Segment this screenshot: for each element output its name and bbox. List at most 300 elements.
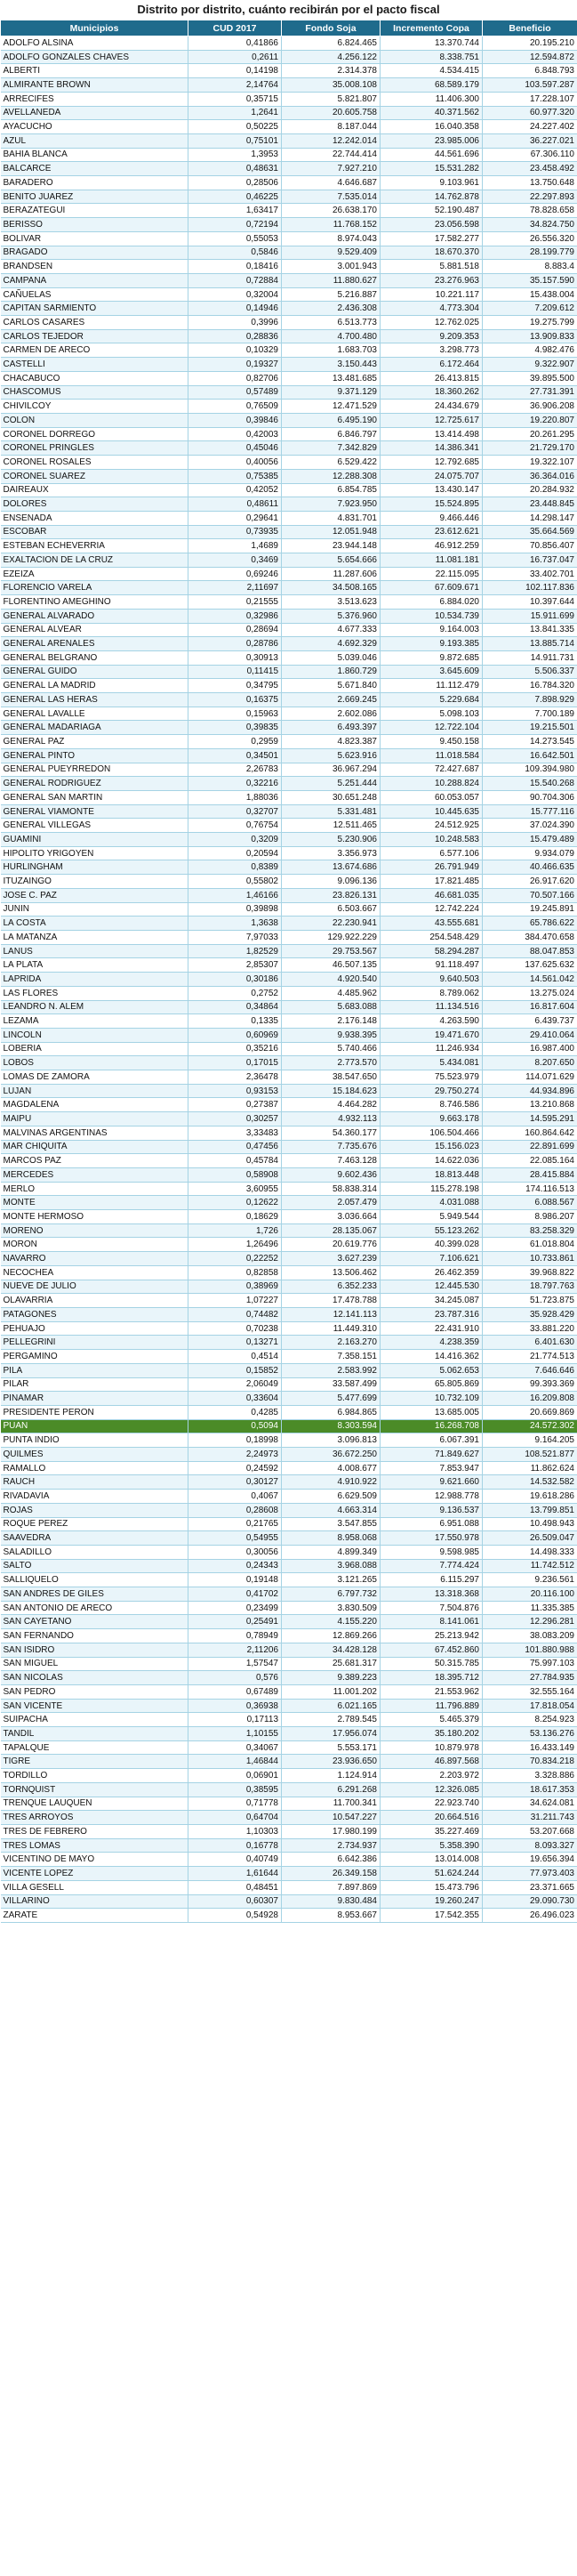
municipio-cell: MORON xyxy=(1,1238,188,1252)
municipio-cell: BENITO JUAREZ xyxy=(1,190,188,204)
cud-cell: 0,4514 xyxy=(188,1350,282,1364)
fondo-soja-cell: 2.163.270 xyxy=(282,1336,381,1350)
municipio-cell: CHACABUCO xyxy=(1,371,188,385)
municipio-cell: PINAMAR xyxy=(1,1392,188,1406)
fondo-soja-cell: 4.692.329 xyxy=(282,637,381,651)
fondo-soja-cell: 5.039.046 xyxy=(282,650,381,665)
beneficio-cell: 13.210.868 xyxy=(483,1098,577,1112)
fondo-soja-cell: 2.602.086 xyxy=(282,707,381,721)
cud-cell: 0,33604 xyxy=(188,1392,282,1406)
incremento-copa-cell: 6.884.020 xyxy=(381,595,483,610)
municipio-cell: JUNIN xyxy=(1,902,188,917)
municipio-cell: GENERAL ALVARADO xyxy=(1,609,188,623)
municipio-cell: GENERAL LAVALLE xyxy=(1,707,188,721)
municipio-cell: QUILMES xyxy=(1,1448,188,1462)
municipio-cell: GENERAL VILLEGAS xyxy=(1,819,188,833)
beneficio-cell: 14.595.291 xyxy=(483,1112,577,1126)
municipio-cell: TAPALQUE xyxy=(1,1740,188,1755)
cud-cell: 0,41866 xyxy=(188,36,282,51)
beneficio-cell: 12.594.872 xyxy=(483,50,577,64)
incremento-copa-cell: 26.791.949 xyxy=(381,860,483,875)
fondo-soja-cell: 6.291.268 xyxy=(282,1782,381,1797)
table-row xyxy=(1,176,577,190)
beneficio-cell: 11.335.385 xyxy=(483,1601,577,1615)
fondo-soja-cell: 7.358.151 xyxy=(282,1350,381,1364)
municipio-cell: LEZAMA xyxy=(1,1014,188,1029)
beneficio-cell: 17.818.054 xyxy=(483,1699,577,1713)
cud-cell: 0,32707 xyxy=(188,804,282,819)
pacto-fiscal-table xyxy=(0,20,577,1923)
cud-cell: 0,54928 xyxy=(188,1909,282,1923)
cud-cell: 0,72884 xyxy=(188,273,282,287)
beneficio-cell: 88.047.853 xyxy=(483,944,577,958)
cud-cell: 0,28608 xyxy=(188,1503,282,1517)
fondo-soja-cell: 8.187.044 xyxy=(282,120,381,134)
cud-cell: 1,46166 xyxy=(188,888,282,902)
table-row xyxy=(1,679,577,693)
fondo-soja-cell: 5.230.906 xyxy=(282,833,381,847)
fondo-soja-cell: 34.508.165 xyxy=(282,581,381,595)
incremento-copa-cell: 18.670.370 xyxy=(381,246,483,260)
incremento-copa-cell: 15.524.895 xyxy=(381,497,483,512)
fondo-soja-cell: 5.740.466 xyxy=(282,1042,381,1056)
cud-cell: 0,24592 xyxy=(188,1461,282,1475)
beneficio-cell: 10.733.861 xyxy=(483,1252,577,1266)
table-row xyxy=(1,1853,577,1867)
incremento-copa-cell: 5.465.379 xyxy=(381,1713,483,1727)
beneficio-cell: 15.438.004 xyxy=(483,287,577,302)
municipio-cell: MERLO xyxy=(1,1182,188,1196)
beneficio-cell: 8.093.327 xyxy=(483,1838,577,1853)
table-row xyxy=(1,1769,577,1783)
fondo-soja-cell: 7.735.676 xyxy=(282,1140,381,1154)
beneficio-cell: 384.470.658 xyxy=(483,931,577,945)
table-row xyxy=(1,1629,577,1643)
cud-cell: 1,63417 xyxy=(188,204,282,218)
beneficio-cell: 77.973.403 xyxy=(483,1867,577,1881)
fondo-soja-cell: 5.821.807 xyxy=(282,92,381,106)
beneficio-cell: 6.439.737 xyxy=(483,1014,577,1029)
cud-cell: 0,34067 xyxy=(188,1740,282,1755)
beneficio-cell: 35.664.569 xyxy=(483,525,577,539)
cud-cell: 7,97033 xyxy=(188,931,282,945)
municipio-cell: MONTE HERMOSO xyxy=(1,1210,188,1224)
beneficio-cell: 61.018.804 xyxy=(483,1238,577,1252)
cud-cell: 0,71778 xyxy=(188,1797,282,1811)
header-municipios: Municipios xyxy=(1,20,188,36)
table-row xyxy=(1,1699,577,1713)
beneficio-cell: 19.618.286 xyxy=(483,1490,577,1504)
table-row xyxy=(1,385,577,400)
beneficio-cell: 15.540.268 xyxy=(483,777,577,791)
beneficio-cell: 23.458.492 xyxy=(483,162,577,176)
fondo-soja-cell: 23.944.148 xyxy=(282,539,381,553)
cud-cell: 0,55053 xyxy=(188,231,282,246)
beneficio-cell: 28.415.884 xyxy=(483,1167,577,1182)
table-row xyxy=(1,1265,577,1280)
incremento-copa-cell: 22.431.910 xyxy=(381,1321,483,1336)
cud-cell: 0,41702 xyxy=(188,1587,282,1602)
beneficio-cell: 19.245.891 xyxy=(483,902,577,917)
cud-cell: 2,36478 xyxy=(188,1070,282,1085)
incremento-copa-cell: 5.098.103 xyxy=(381,707,483,721)
fondo-soja-cell: 4.663.314 xyxy=(282,1503,381,1517)
cud-cell: 0,5094 xyxy=(188,1419,282,1433)
cud-cell: 0,2611 xyxy=(188,50,282,64)
incremento-copa-cell: 60.053.057 xyxy=(381,790,483,804)
table-row xyxy=(1,986,577,1000)
fondo-soja-cell: 6.529.422 xyxy=(282,456,381,470)
incremento-copa-cell: 67.452.860 xyxy=(381,1643,483,1657)
incremento-copa-cell: 52.190.487 xyxy=(381,204,483,218)
incremento-copa-cell: 18.395.712 xyxy=(381,1671,483,1685)
municipio-cell: PILAR xyxy=(1,1377,188,1392)
cud-cell: 0,17113 xyxy=(188,1713,282,1727)
fondo-soja-cell: 4.677.333 xyxy=(282,623,381,637)
municipio-cell: MARCOS PAZ xyxy=(1,1154,188,1168)
fondo-soja-cell: 3.830.509 xyxy=(282,1601,381,1615)
table-row xyxy=(1,1280,577,1294)
fondo-soja-cell: 5.654.666 xyxy=(282,553,381,568)
incremento-copa-cell: 6.577.106 xyxy=(381,846,483,860)
fondo-soja-cell: 34.428.128 xyxy=(282,1643,381,1657)
municipio-cell: CASTELLI xyxy=(1,358,188,372)
beneficio-cell: 101.880.988 xyxy=(483,1643,577,1657)
beneficio-cell: 14.273.545 xyxy=(483,735,577,749)
municipio-cell: MAR CHIQUITA xyxy=(1,1140,188,1154)
table-row xyxy=(1,1182,577,1196)
beneficio-cell: 14.561.042 xyxy=(483,973,577,987)
fondo-soja-cell: 20.619.776 xyxy=(282,1238,381,1252)
incremento-copa-cell: 5.434.081 xyxy=(381,1056,483,1070)
table-row xyxy=(1,1126,577,1140)
fondo-soja-cell: 17.980.199 xyxy=(282,1825,381,1839)
incremento-copa-cell: 35.227.469 xyxy=(381,1825,483,1839)
beneficio-cell: 10.397.644 xyxy=(483,595,577,610)
beneficio-cell: 7.700.189 xyxy=(483,707,577,721)
municipio-cell: LUJAN xyxy=(1,1084,188,1098)
incremento-copa-cell: 11.406.300 xyxy=(381,92,483,106)
municipio-cell: GENERAL ALVEAR xyxy=(1,623,188,637)
beneficio-cell: 12.296.281 xyxy=(483,1615,577,1629)
municipio-cell: SALADILLO xyxy=(1,1545,188,1559)
incremento-copa-cell: 10.732.109 xyxy=(381,1392,483,1406)
beneficio-cell: 18.617.353 xyxy=(483,1782,577,1797)
table-row xyxy=(1,1559,577,1573)
fondo-soja-cell: 33.587.499 xyxy=(282,1377,381,1392)
table-row xyxy=(1,735,577,749)
fondo-soja-cell: 5.477.699 xyxy=(282,1392,381,1406)
cud-cell: 1,26496 xyxy=(188,1238,282,1252)
table-row xyxy=(1,1140,577,1154)
beneficio-cell: 22.085.164 xyxy=(483,1154,577,1168)
fondo-soja-cell: 22.230.941 xyxy=(282,917,381,931)
cud-cell: 2,11206 xyxy=(188,1643,282,1657)
cud-cell: 0,15852 xyxy=(188,1363,282,1377)
incremento-copa-cell: 23.787.316 xyxy=(381,1307,483,1321)
beneficio-cell: 36.906.208 xyxy=(483,400,577,414)
beneficio-cell: 23.448.845 xyxy=(483,497,577,512)
fondo-soja-cell: 4.464.282 xyxy=(282,1098,381,1112)
table-row xyxy=(1,595,577,610)
cud-cell: 0,39846 xyxy=(188,413,282,427)
cud-cell: 0,30186 xyxy=(188,973,282,987)
incremento-copa-cell: 11.018.584 xyxy=(381,748,483,763)
incremento-copa-cell: 7.106.621 xyxy=(381,1252,483,1266)
table-row xyxy=(1,973,577,987)
incremento-copa-cell: 23.276.963 xyxy=(381,273,483,287)
table-row xyxy=(1,273,577,287)
incremento-copa-cell: 26.462.359 xyxy=(381,1265,483,1280)
cud-cell: 0,3209 xyxy=(188,833,282,847)
incremento-copa-cell: 11.081.181 xyxy=(381,553,483,568)
incremento-copa-cell: 68.589.179 xyxy=(381,78,483,93)
beneficio-cell: 32.555.164 xyxy=(483,1684,577,1699)
table-row xyxy=(1,1545,577,1559)
cud-cell: 0,76509 xyxy=(188,400,282,414)
beneficio-cell: 70.856.407 xyxy=(483,539,577,553)
table-row xyxy=(1,1894,577,1909)
cud-cell: 0,38595 xyxy=(188,1782,282,1797)
beneficio-cell: 14.298.147 xyxy=(483,511,577,525)
incremento-copa-cell: 46.897.568 xyxy=(381,1755,483,1769)
cud-cell: 0,22252 xyxy=(188,1252,282,1266)
municipio-cell: COLON xyxy=(1,413,188,427)
table-row xyxy=(1,1713,577,1727)
table-row xyxy=(1,1210,577,1224)
incremento-copa-cell: 6.067.391 xyxy=(381,1433,483,1448)
municipio-cell: LAS FLORES xyxy=(1,986,188,1000)
municipio-cell: ALMIRANTE BROWN xyxy=(1,78,188,93)
header-beneficio: Beneficio xyxy=(483,20,577,36)
cud-cell: 2,14764 xyxy=(188,78,282,93)
table-row xyxy=(1,1070,577,1085)
table-row xyxy=(1,917,577,931)
fondo-soja-cell: 6.021.165 xyxy=(282,1699,381,1713)
fondo-soja-cell: 2.734.937 xyxy=(282,1838,381,1853)
beneficio-cell: 102.117.836 xyxy=(483,581,577,595)
cud-cell: 0,4285 xyxy=(188,1405,282,1419)
cud-cell: 0,576 xyxy=(188,1671,282,1685)
beneficio-cell: 20.195.210 xyxy=(483,36,577,51)
beneficio-cell: 11.862.624 xyxy=(483,1461,577,1475)
municipio-cell: SAN VICENTE xyxy=(1,1699,188,1713)
fondo-soja-cell: 6.495.190 xyxy=(282,413,381,427)
municipio-cell: TRES DE FEBRERO xyxy=(1,1825,188,1839)
beneficio-cell: 83.258.329 xyxy=(483,1223,577,1238)
beneficio-cell: 38.083.209 xyxy=(483,1629,577,1643)
cud-cell: 0,60969 xyxy=(188,1028,282,1042)
beneficio-cell: 53.207.668 xyxy=(483,1825,577,1839)
municipio-cell: CORONEL DORREGO xyxy=(1,427,188,441)
beneficio-cell: 9.934.079 xyxy=(483,846,577,860)
cud-cell: 0,06901 xyxy=(188,1769,282,1783)
table-row xyxy=(1,246,577,260)
fondo-soja-cell: 23.936.650 xyxy=(282,1755,381,1769)
cud-cell: 0,14946 xyxy=(188,302,282,316)
beneficio-cell: 15.777.116 xyxy=(483,804,577,819)
municipio-cell: GUAMINI xyxy=(1,833,188,847)
incremento-copa-cell: 13.685.005 xyxy=(381,1405,483,1419)
cud-cell: 0,27387 xyxy=(188,1098,282,1112)
incremento-copa-cell: 23.985.006 xyxy=(381,133,483,148)
incremento-copa-cell: 13.414.498 xyxy=(381,427,483,441)
cud-cell: 0,25491 xyxy=(188,1615,282,1629)
table-row xyxy=(1,316,577,330)
municipio-cell: MAIPU xyxy=(1,1112,188,1126)
fondo-soja-cell: 5.671.840 xyxy=(282,679,381,693)
incremento-copa-cell: 58.294.287 xyxy=(381,944,483,958)
municipio-cell: GENERAL MADARIAGA xyxy=(1,721,188,735)
cud-cell: 0,55802 xyxy=(188,875,282,889)
cud-cell: 0,28506 xyxy=(188,176,282,190)
municipio-cell: LA MATANZA xyxy=(1,931,188,945)
cud-cell: 0,93153 xyxy=(188,1084,282,1098)
cud-cell: 0,82706 xyxy=(188,371,282,385)
municipio-cell: ITUZAINGO xyxy=(1,875,188,889)
cud-cell: 1,3638 xyxy=(188,917,282,931)
table-row xyxy=(1,902,577,917)
beneficio-cell: 39.968.822 xyxy=(483,1265,577,1280)
beneficio-cell: 37.024.390 xyxy=(483,819,577,833)
table-row xyxy=(1,1405,577,1419)
municipio-cell: LAPRIDA xyxy=(1,973,188,987)
table-row xyxy=(1,567,577,581)
municipio-cell: CORONEL SUAREZ xyxy=(1,469,188,483)
fondo-soja-cell: 9.529.409 xyxy=(282,246,381,260)
table-row xyxy=(1,790,577,804)
municipio-cell: CORONEL PRINGLES xyxy=(1,441,188,456)
table-row xyxy=(1,958,577,973)
cud-cell: 1,61644 xyxy=(188,1867,282,1881)
table-row xyxy=(1,1419,577,1433)
fondo-soja-cell: 7.463.128 xyxy=(282,1154,381,1168)
municipio-cell: GENERAL PINTO xyxy=(1,748,188,763)
table-row xyxy=(1,1587,577,1602)
municipio-cell: PUNTA INDIO xyxy=(1,1433,188,1448)
beneficio-cell: 15.911.699 xyxy=(483,609,577,623)
cud-cell: 0,8389 xyxy=(188,860,282,875)
municipio-cell: LEANDRO N. ALEM xyxy=(1,1000,188,1014)
incremento-copa-cell: 50.315.785 xyxy=(381,1657,483,1671)
municipio-cell: PELLEGRINI xyxy=(1,1336,188,1350)
cud-cell: 0,3469 xyxy=(188,553,282,568)
table-row xyxy=(1,106,577,120)
municipio-cell: FLORENCIO VARELA xyxy=(1,581,188,595)
table-row xyxy=(1,427,577,441)
municipio-cell: CARLOS CASARES xyxy=(1,316,188,330)
cud-cell: 0,11415 xyxy=(188,665,282,679)
table-row xyxy=(1,1350,577,1364)
municipio-cell: GENERAL SAN MARTIN xyxy=(1,790,188,804)
incremento-copa-cell: 13.014.008 xyxy=(381,1853,483,1867)
incremento-copa-cell: 25.213.942 xyxy=(381,1629,483,1643)
beneficio-cell: 9.164.205 xyxy=(483,1433,577,1448)
municipio-cell: NECOCHEA xyxy=(1,1265,188,1280)
incremento-copa-cell: 8.789.062 xyxy=(381,986,483,1000)
cud-cell: 1,46844 xyxy=(188,1755,282,1769)
incremento-copa-cell: 10.248.583 xyxy=(381,833,483,847)
municipio-cell: PEHUAJO xyxy=(1,1321,188,1336)
municipio-cell: GENERAL PAZ xyxy=(1,735,188,749)
table-row xyxy=(1,120,577,134)
cud-cell: 0,47456 xyxy=(188,1140,282,1154)
beneficio-cell: 40.466.635 xyxy=(483,860,577,875)
fondo-soja-cell: 3.001.943 xyxy=(282,260,381,274)
fondo-soja-cell: 4.155.220 xyxy=(282,1615,381,1629)
municipio-cell: SAN NICOLAS xyxy=(1,1671,188,1685)
beneficio-cell: 16.784.320 xyxy=(483,679,577,693)
cud-cell: 0,74482 xyxy=(188,1307,282,1321)
beneficio-cell: 103.597.287 xyxy=(483,78,577,93)
incremento-copa-cell: 9.466.446 xyxy=(381,511,483,525)
table-row xyxy=(1,804,577,819)
beneficio-cell: 35.928.429 xyxy=(483,1307,577,1321)
incremento-copa-cell: 3.645.609 xyxy=(381,665,483,679)
municipio-cell: DAIREAUX xyxy=(1,483,188,497)
table-row xyxy=(1,539,577,553)
municipio-cell: CARMEN DE ARECO xyxy=(1,343,188,358)
fondo-soja-cell: 23.826.131 xyxy=(282,888,381,902)
fondo-soja-cell: 46.507.135 xyxy=(282,958,381,973)
beneficio-cell: 27.731.391 xyxy=(483,385,577,400)
incremento-copa-cell: 29.750.274 xyxy=(381,1084,483,1098)
cud-cell: 0,18998 xyxy=(188,1433,282,1448)
cud-cell: 0,72194 xyxy=(188,218,282,232)
municipio-cell: SAN PEDRO xyxy=(1,1684,188,1699)
table-row xyxy=(1,329,577,343)
beneficio-cell: 16.737.047 xyxy=(483,553,577,568)
incremento-copa-cell: 15.473.796 xyxy=(381,1880,483,1894)
table-row xyxy=(1,1461,577,1475)
municipio-cell: GENERAL LAS HERAS xyxy=(1,693,188,707)
header-cud-2017: CUD 2017 xyxy=(188,20,282,36)
cud-cell: 0,10329 xyxy=(188,343,282,358)
municipio-cell: SAN MIGUEL xyxy=(1,1657,188,1671)
beneficio-cell: 16.987.400 xyxy=(483,1042,577,1056)
incremento-copa-cell: 6.115.297 xyxy=(381,1573,483,1587)
fondo-soja-cell: 3.547.855 xyxy=(282,1517,381,1531)
beneficio-cell: 26.917.620 xyxy=(483,875,577,889)
beneficio-cell: 34.824.750 xyxy=(483,218,577,232)
cud-cell: 0,35715 xyxy=(188,92,282,106)
table-row xyxy=(1,1825,577,1839)
cud-cell: 0,50225 xyxy=(188,120,282,134)
cud-cell: 2,06049 xyxy=(188,1377,282,1392)
fondo-soja-cell: 6.797.732 xyxy=(282,1587,381,1602)
fondo-soja-cell: 6.503.667 xyxy=(282,902,381,917)
municipio-cell: GENERAL PUEYRREDON xyxy=(1,763,188,777)
table-row xyxy=(1,1867,577,1881)
cud-cell: 0,34864 xyxy=(188,1000,282,1014)
fondo-soja-cell: 12.141.113 xyxy=(282,1307,381,1321)
table-row xyxy=(1,400,577,414)
fondo-soja-cell: 5.553.171 xyxy=(282,1740,381,1755)
cud-cell: 0,28786 xyxy=(188,637,282,651)
table-row xyxy=(1,343,577,358)
table-row xyxy=(1,721,577,735)
beneficio-cell: 16.642.501 xyxy=(483,748,577,763)
cud-cell: 0,78949 xyxy=(188,1629,282,1643)
incremento-copa-cell: 46.912.259 xyxy=(381,539,483,553)
municipio-cell: ADOLFO ALSINA xyxy=(1,36,188,51)
cud-cell: 0,48451 xyxy=(188,1880,282,1894)
incremento-copa-cell: 12.722.104 xyxy=(381,721,483,735)
cud-cell: 1,10303 xyxy=(188,1825,282,1839)
cud-cell: 0,40749 xyxy=(188,1853,282,1867)
incremento-copa-cell: 254.548.429 xyxy=(381,931,483,945)
table-row xyxy=(1,1909,577,1923)
